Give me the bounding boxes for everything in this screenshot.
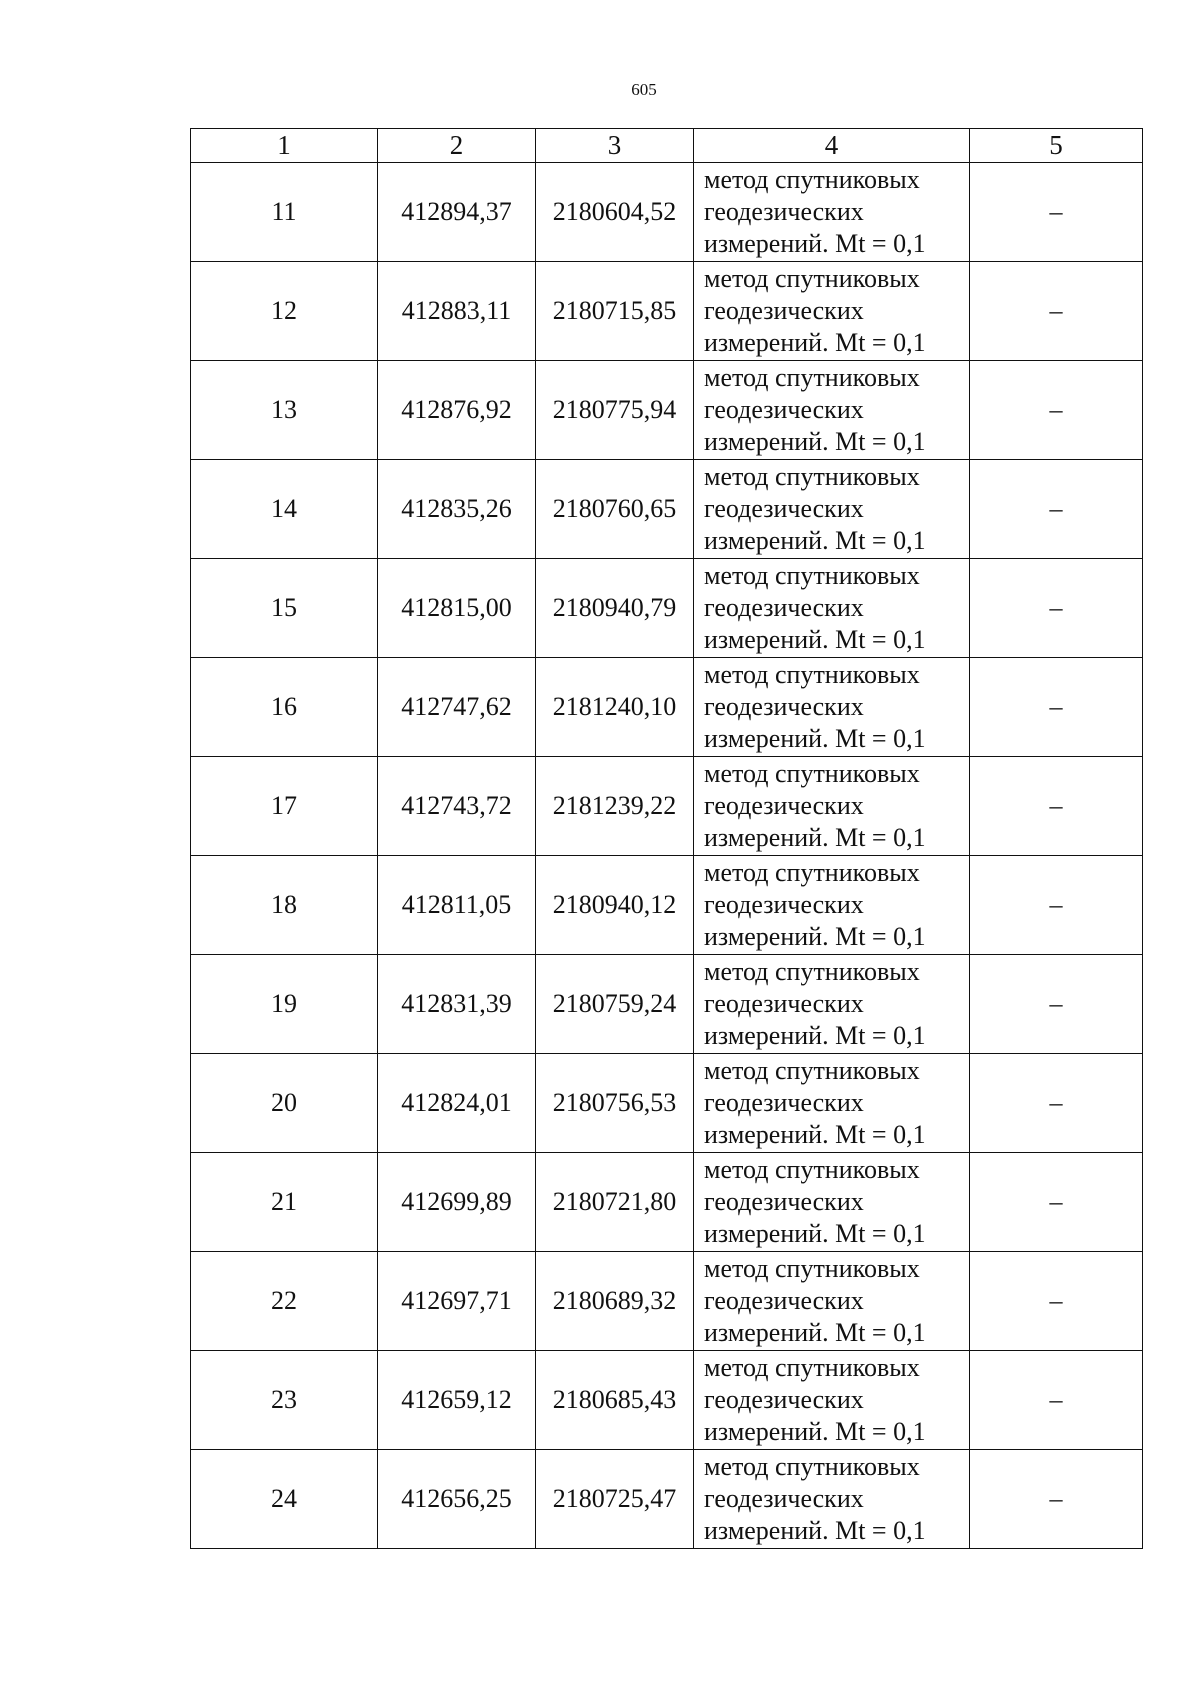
table-row [191,1450,1143,1549]
method-cell [694,361,970,460]
note-cell: – [970,955,1143,1054]
note-cell: – [970,163,1143,262]
method-line: метод спутниковых [704,165,920,194]
method-line: измерений. Mt = 0,1 [704,1318,926,1347]
method-line: геодезических [704,296,864,325]
method-line: геодезических [704,989,864,1018]
table-row [191,460,1143,559]
method-line: измерений. Mt = 0,1 [704,229,926,258]
x-coordinate-cell: 412835,26 [378,460,536,559]
header-col-3: 3 [536,129,694,163]
table-row [191,757,1143,856]
method-line: измерений. Mt = 0,1 [704,328,926,357]
method-line: метод спутниковых [704,1254,920,1283]
method-cell [694,1351,970,1450]
point-number-cell: 12 [191,262,378,361]
note-cell: – [970,1351,1143,1450]
note-cell: – [970,361,1143,460]
x-coordinate-cell: 412815,00 [378,559,536,658]
method-line: геодезических [704,1286,864,1315]
method-cell [694,1054,970,1153]
method-line: измерений. Mt = 0,1 [704,1021,926,1050]
point-number-cell: 11 [191,163,378,262]
point-number-cell: 23 [191,1351,378,1450]
method-line: геодезических [704,1484,864,1513]
x-coordinate-cell: 412811,05 [378,856,536,955]
table-row [191,1252,1143,1351]
method-line: измерений. Mt = 0,1 [704,1516,926,1545]
x-coordinate-cell: 412876,92 [378,361,536,460]
method-line: геодезических [704,890,864,919]
point-number-cell: 14 [191,460,378,559]
method-cell [694,955,970,1054]
x-coordinate-cell: 412743,72 [378,757,536,856]
x-coordinate-cell: 412699,89 [378,1153,536,1252]
y-coordinate-cell: 2181240,10 [536,658,694,757]
method-line: измерений. Mt = 0,1 [704,724,926,753]
point-number-cell: 16 [191,658,378,757]
method-cell [694,163,970,262]
table-row [191,955,1143,1054]
method-line: геодезических [704,395,864,424]
method-line: метод спутниковых [704,462,920,491]
table-row [191,262,1143,361]
method-cell [694,559,970,658]
header-col-1: 1 [191,129,378,163]
method-line: метод спутниковых [704,363,920,392]
header-col-5: 5 [970,129,1143,163]
y-coordinate-cell: 2180940,79 [536,559,694,658]
note-cell: – [970,757,1143,856]
table-row [191,559,1143,658]
method-line: измерений. Mt = 0,1 [704,526,926,555]
table-row [191,163,1143,262]
method-cell [694,262,970,361]
y-coordinate-cell: 2180940,12 [536,856,694,955]
method-line: измерений. Mt = 0,1 [704,922,926,951]
method-line: метод спутниковых [704,660,920,689]
method-cell [694,1252,970,1351]
note-cell: – [970,1450,1143,1549]
x-coordinate-cell: 412894,37 [378,163,536,262]
table-row [191,361,1143,460]
note-cell: – [970,658,1143,757]
point-number-cell: 24 [191,1450,378,1549]
method-line: измерений. Mt = 0,1 [704,625,926,654]
method-line: измерений. Mt = 0,1 [704,1219,926,1248]
table-row [191,1153,1143,1252]
y-coordinate-cell: 2180760,65 [536,460,694,559]
x-coordinate-cell: 412883,11 [378,262,536,361]
point-number-cell: 15 [191,559,378,658]
point-number-cell: 17 [191,757,378,856]
header-col-2: 2 [378,129,536,163]
header-row [191,129,1143,163]
method-line: метод спутниковых [704,561,920,590]
table-row [191,1054,1143,1153]
method-line: метод спутниковых [704,264,920,293]
note-cell: – [970,559,1143,658]
y-coordinate-cell: 2180725,47 [536,1450,694,1549]
method-line: метод спутниковых [704,1452,920,1481]
x-coordinate-cell: 412656,25 [378,1450,536,1549]
method-line: геодезических [704,1187,864,1216]
y-coordinate-cell: 2181239,22 [536,757,694,856]
method-cell [694,658,970,757]
x-coordinate-cell: 412747,62 [378,658,536,757]
method-line: измерений. Mt = 0,1 [704,1120,926,1149]
method-line: геодезических [704,1385,864,1414]
method-line: измерений. Mt = 0,1 [704,1417,926,1446]
header-col-4: 4 [694,129,970,163]
table-row [191,658,1143,757]
x-coordinate-cell: 412831,39 [378,955,536,1054]
method-line: геодезических [704,692,864,721]
method-cell [694,460,970,559]
point-number-cell: 18 [191,856,378,955]
x-coordinate-cell: 412697,71 [378,1252,536,1351]
note-cell: – [970,262,1143,361]
method-line: геодезических [704,791,864,820]
method-line: измерений. Mt = 0,1 [704,823,926,852]
method-line: метод спутниковых [704,858,920,887]
method-line: измерений. Mt = 0,1 [704,427,926,456]
method-line: метод спутниковых [704,1155,920,1184]
y-coordinate-cell: 2180685,43 [536,1351,694,1450]
method-cell [694,1153,970,1252]
y-coordinate-cell: 2180775,94 [536,361,694,460]
method-line: геодезических [704,593,864,622]
method-cell [694,1450,970,1549]
method-cell [694,856,970,955]
point-number-cell: 19 [191,955,378,1054]
y-coordinate-cell: 2180721,80 [536,1153,694,1252]
method-line: геодезических [704,1088,864,1117]
table-row [191,856,1143,955]
note-cell: – [970,1153,1143,1252]
x-coordinate-cell: 412824,01 [378,1054,536,1153]
point-number-cell: 21 [191,1153,378,1252]
method-line: метод спутниковых [704,1056,920,1085]
method-line: метод спутниковых [704,1353,920,1382]
note-cell: – [970,1054,1143,1153]
method-cell [694,757,970,856]
note-cell: – [970,856,1143,955]
point-number-cell: 22 [191,1252,378,1351]
method-line: геодезических [704,197,864,226]
coordinates-table [190,128,1143,1549]
note-cell: – [970,1252,1143,1351]
note-cell: – [970,460,1143,559]
y-coordinate-cell: 2180756,53 [536,1054,694,1153]
y-coordinate-cell: 2180689,32 [536,1252,694,1351]
method-line: метод спутниковых [704,957,920,986]
y-coordinate-cell: 2180759,24 [536,955,694,1054]
y-coordinate-cell: 2180604,52 [536,163,694,262]
page-number: 605 [631,80,657,99]
x-coordinate-cell: 412659,12 [378,1351,536,1450]
point-number-cell: 13 [191,361,378,460]
point-number-cell: 20 [191,1054,378,1153]
y-coordinate-cell: 2180715,85 [536,262,694,361]
method-line: геодезических [704,494,864,523]
table-row [191,1351,1143,1450]
method-line: метод спутниковых [704,759,920,788]
